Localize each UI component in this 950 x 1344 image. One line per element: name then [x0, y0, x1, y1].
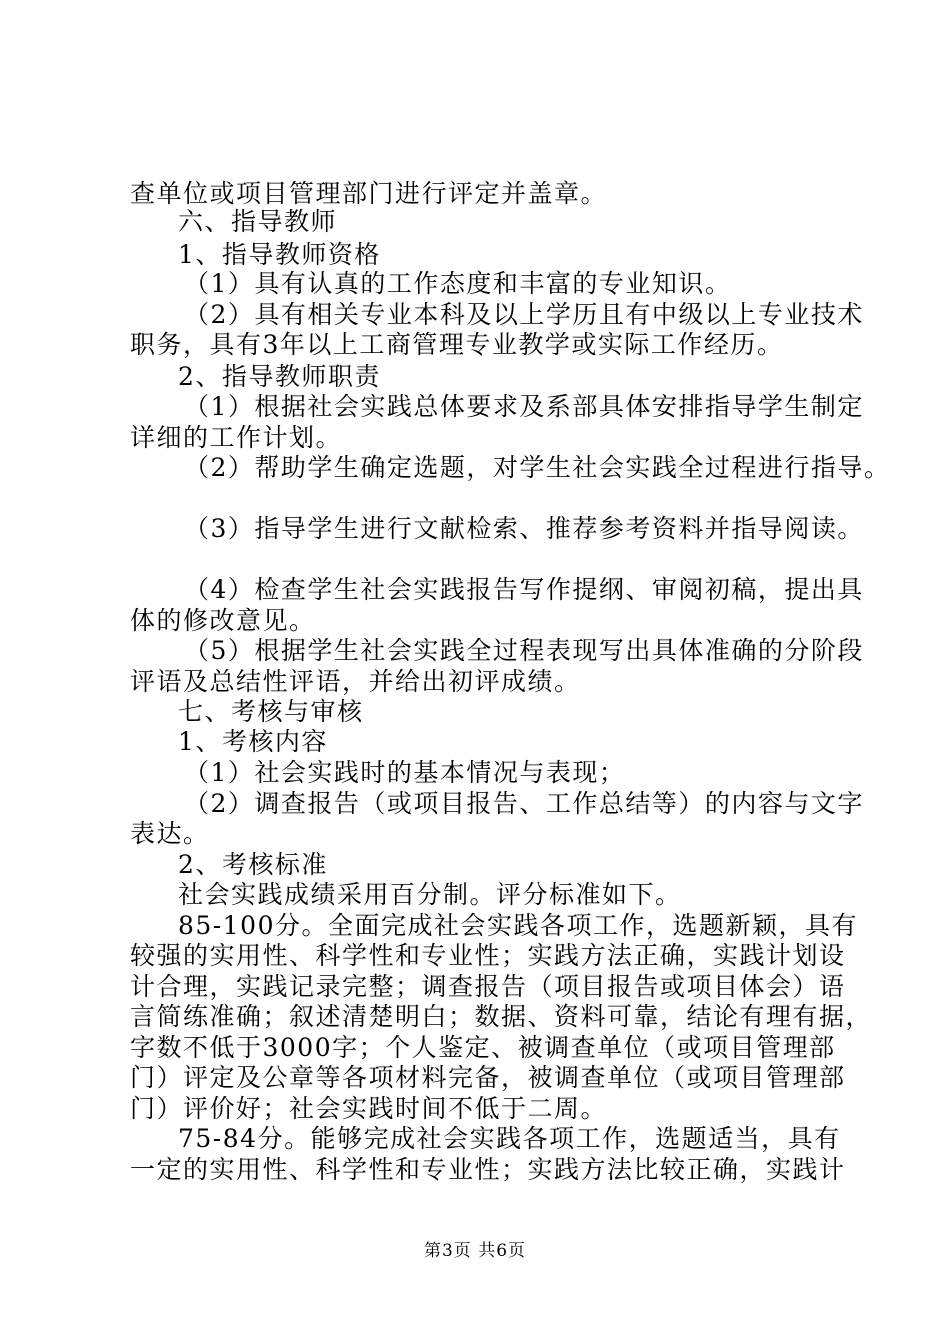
text-line: 职务，具有3年以上工商管理专业教学或实际工作经历。 — [130, 330, 784, 359]
text-line: 较强的实用性、科学性和专业性；实践方法正确，实践计划设 — [130, 941, 846, 970]
text-line: 查单位或项目管理部门进行评定并盖章。 — [130, 179, 608, 208]
text-line: （2）帮助学生确定选题，对学生社会实践全过程进行指导。 — [184, 453, 891, 482]
text-line: 75-84分。能够完成社会实践各项工作，选题适当，具有 — [178, 1124, 841, 1153]
text-line: （2）具有相关专业本科及以上学历且有中级以上专业技术 — [184, 300, 864, 329]
text-line: 言简练准确；叙述清楚明白；数据、资料可靠，结论有理有据， — [130, 1002, 873, 1031]
text-line: （4）检查学生社会实践报告写作提纲、审阅初稿，提出具 — [184, 575, 864, 604]
section-heading: 七、考核与审核 — [178, 697, 364, 726]
text-line: （5）根据学生社会实践全过程表现写出具体准确的分阶段 — [184, 636, 864, 665]
text-line: 社会实践成绩采用百分制。评分标准如下。 — [178, 880, 682, 909]
text-line: 计合理，实践记录完整；调查报告（项目报告或项目体会）语 — [130, 972, 846, 1001]
text-line: 评语及总结性评语，并给出初评成绩。 — [130, 667, 581, 696]
text-line: 体的修改意见。 — [130, 606, 316, 635]
text-line: 详细的工作计划。 — [130, 423, 343, 452]
text-line: 一定的实用性、科学性和专业性；实践方法比较正确，实践计 — [130, 1155, 846, 1184]
text-line: （1）根据社会实践总体要求及系部具体安排指导学生制定 — [184, 392, 864, 421]
subsection-heading: 2、考核标准 — [178, 850, 328, 879]
text-line: 表达。 — [130, 819, 210, 848]
subsection-heading: 2、指导教师职责 — [178, 362, 381, 391]
subsection-heading: 1、指导教师资格 — [178, 240, 381, 269]
text-line: 门）评定及公章等各项材料完备，被调查单位（或项目管理部 — [130, 1063, 846, 1092]
text-line: 字数不低于3000字；个人鉴定、被调查单位（或项目管理部 — [130, 1033, 836, 1062]
text-line: （2）调查报告（或项目报告、工作总结等）的内容与文字 — [184, 789, 864, 818]
text-line: 85-100分。全面完成社会实践各项工作，选题新颖，具有 — [178, 911, 858, 940]
subsection-heading: 1、考核内容 — [178, 727, 328, 756]
text-line: （1）社会实践时的基本情况与表现； — [184, 758, 626, 787]
section-heading: 六、指导教师 — [178, 207, 338, 236]
page-number-footer: 第3页 共6页 — [423, 1241, 527, 1261]
text-line: 门）评价好；社会实践时间不低于二周。 — [130, 1094, 608, 1123]
text-line: （3）指导学生进行文献检索、推荐参考资料并指导阅读。 — [184, 514, 864, 543]
text-line: （1）具有认真的工作态度和丰富的专业知识。 — [184, 269, 732, 298]
